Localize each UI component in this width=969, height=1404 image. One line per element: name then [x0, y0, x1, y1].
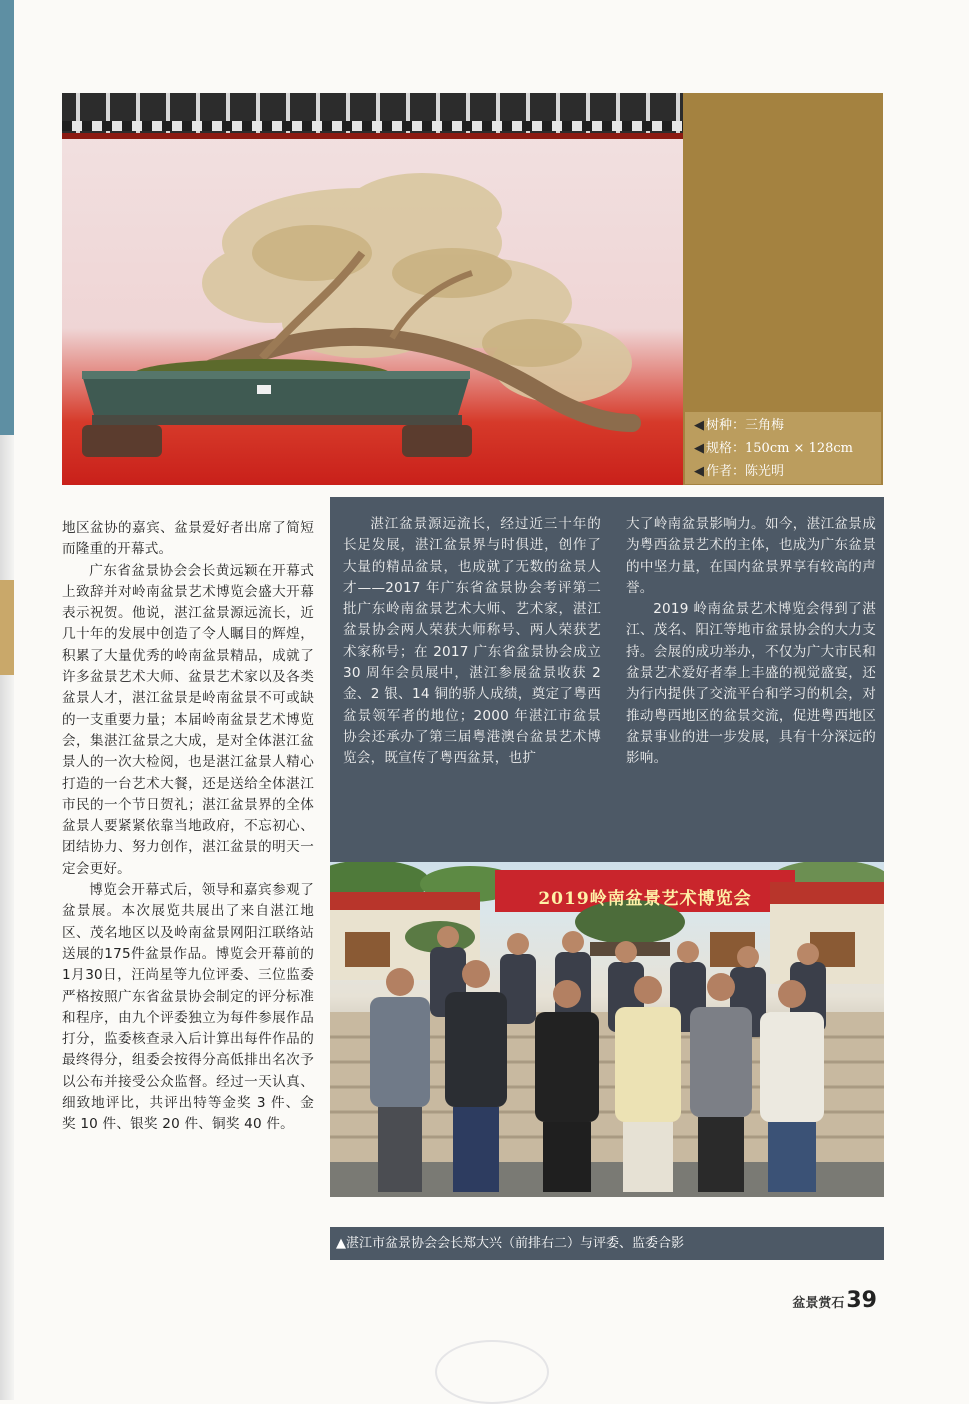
- article-column-left: [62, 518, 314, 1136]
- size-text: 规格：150cm × 128cm: [706, 441, 853, 456]
- bonsai-photo: [62, 93, 683, 485]
- group-photo: [330, 862, 884, 1197]
- paragraph: 2019 岭南盆景艺术博览会得到了湛江、茂名、阳江等地市盆景协会的大力支持。会展的成功举办，不仅为广大市民和盆景艺术爱好者奉上丰盛的视觉盛宴，还为行内提供了交流平台和学习的机会，对推动粤西地区的盆景交流，促进粤西地区盆景事业的进一步发展，具有十分深远的影响。: [626, 601, 876, 767]
- arrow-left-icon: ◀: [694, 441, 704, 456]
- arrow-left-icon: ◀: [694, 418, 704, 433]
- watermark-seal: [435, 1340, 549, 1404]
- page-footer: [792, 1288, 877, 1313]
- size-line: [694, 437, 853, 456]
- paragraph: 地区盆协的嘉宾、盆景爱好者出席了简短而隆重的开幕式。: [62, 520, 314, 558]
- author-text: 作者：陈光明: [706, 464, 785, 479]
- article-column-middle: [343, 514, 601, 770]
- author-line: [694, 460, 784, 479]
- paragraph: 湛江盆景源远流长，经过近三十年的长足发展，湛江盆景界与时俱进，创作了大量的精品盆景，也成就了无数的盆景人才——2017 年广东省盆景协会考评第二批广东岭南盆景艺术大师、艺术家，湛江盆景协会两人荣获大师称号、两人荣获艺术家称号；在 2017 广东省盆景协会成立 30 周年会员展中，湛江参展盆景收获 2 金、2 银、14 铜的骄人成绩，奠定了粤西盆景领军者的地位；2000 年湛江市盆景协会还承办了第三届粤港澳台盆景艺术博览会，既宣传了粤西盆景，也扩: [343, 516, 601, 767]
- paragraph: 大了岭南盆景影响力。如今，湛江盆景成为粤西盆景艺术的主体，也成为广东盆景的中坚力量，在国内盆景界享有较高的声誉。: [626, 516, 876, 596]
- magazine-name: 盆景赏石: [792, 1296, 845, 1311]
- paragraph: 博览会开幕式后，领导和嘉宾参观了盆景展。本次展览共展出了来自湛江地区、茂名地区以及岭南盆景网阳江联络站送展的175件盆景作品。博览会开幕前的1月30日，汪尚星等九位评委、三位监委严格按照广东省盆景协会制定的评分标准和程序，由九个评委独立为每件参展作品打分，监委核查录入后计算出每件作品的最终得分，组委会按得分高低排出名次予以公布并接受公众监督。经过一天认真、细致地评比，共评出特等金奖 3 件、金奖 10 件、银奖 20 件、铜奖 40 件。: [62, 882, 314, 1133]
- page-number: 39: [846, 1288, 877, 1313]
- section-tab: [0, 0, 14, 435]
- bonsai-illustration: [62, 93, 683, 485]
- species-text: 树种：三角梅: [706, 418, 785, 433]
- group-photo-illustration: [330, 862, 884, 1197]
- section-tab-gold: [0, 580, 14, 675]
- arrow-left-icon: ◀: [694, 464, 704, 479]
- paragraph: 广东省盆景协会会长黄远颖在开幕式上致辞并对岭南盆景艺术博览会盛大开幕表示祝贺。他说，湛江盆景源远流长，近几十年的发展中创造了令人瞩目的辉煌，积累了大量优秀的岭南盆景精品，成就了许多盆景艺术大师、盆景艺术家以及各类盆景人才，湛江盆景是岭南盆景不可或缺的一支重要力量；本届岭南盆景艺术博览会，集湛江盆景之大成，是对全体湛江盆景人的一次大检阅，也是湛江盆景人精心打造的一台艺术大餐，还是送给全体湛江市民的一个节日贺礼；湛江盆景界的全体盆景人要紧紧依靠当地政府，不忘初心、团结协力、努力创作，湛江盆景的明天一定会更好。: [62, 562, 314, 877]
- banner-text: 2019岭南盆景艺术博览会: [538, 889, 752, 909]
- photo-caption: ▲湛江市盆景协会会长郑大兴（前排右二）与评委、监委合影: [330, 1227, 884, 1260]
- article-column-right: [626, 514, 876, 770]
- species-line: [694, 414, 784, 433]
